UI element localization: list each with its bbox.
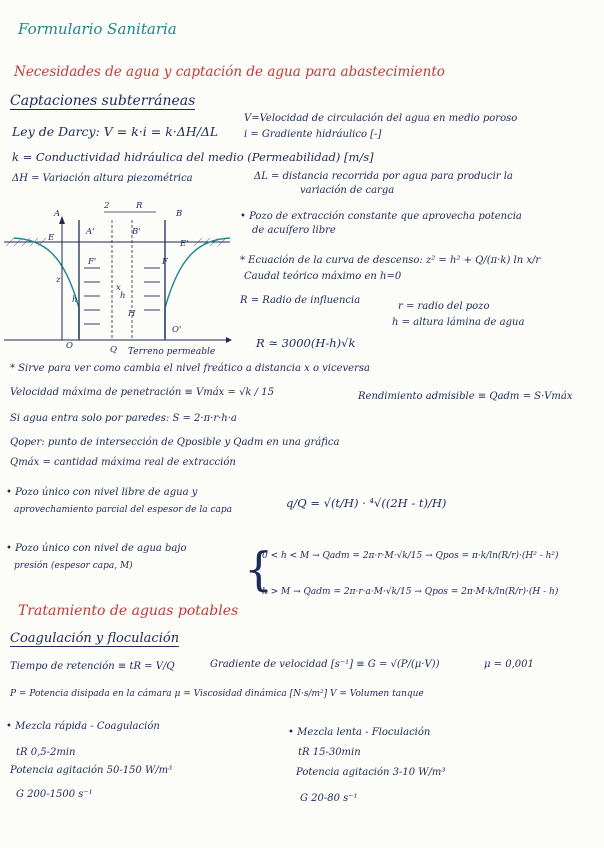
well-type-2: • Pozo único con nivel libre de agua y <box>6 487 198 498</box>
well-type-1b: de acuífero libre <box>252 225 336 236</box>
svg-text:O': O' <box>172 325 182 335</box>
power-definition: P = Potencia disipada en la cámara μ = Viscosidad dinámica [N·s/m²] V = Volumen tanque <box>10 689 424 699</box>
well-type-3b: presión (espesor capa, M) <box>14 561 133 571</box>
dh-definition: ΔH = Variación altura piezométrica <box>12 173 193 184</box>
drawdown-curve-left <box>14 238 79 338</box>
svg-text:E': E' <box>180 239 189 249</box>
well-type-3: • Pozo único con nivel de agua bajo <box>6 543 187 554</box>
svg-text:Q: Q <box>110 345 117 355</box>
water-height: h = altura lámina de agua <box>392 317 525 328</box>
dl-definition-2: variación de carga <box>300 185 395 196</box>
svg-text:O: O <box>66 341 73 351</box>
svg-text:R: R <box>136 201 143 211</box>
rapid-mix-power: Potencia agitación 50-150 W/m³ <box>10 765 173 776</box>
svg-text:x: x <box>116 283 121 293</box>
max-velocity: Velocidad máxima de penetración ≡ Vmáx = √k / 15 <box>10 387 274 398</box>
slow-mix-g: G 20-80 s⁻¹ <box>300 793 358 804</box>
brace: { <box>244 542 274 596</box>
drawdown-curve-right <box>165 238 230 338</box>
svg-text:h: h <box>120 291 126 301</box>
well-type-1: • Pozo de extracción constante que aprovecha potencia <box>240 211 522 222</box>
radius-formula: R ≃ 3000(H-h)√k <box>256 336 356 350</box>
drawdown-equation: * Ecuación de la curva de descenso: z² = h² + Q/(π·k) ln x/r <box>240 255 541 266</box>
subsection-heading: Captaciones subterráneas <box>10 93 196 109</box>
svg-text:E: E <box>48 233 55 243</box>
slow-mix-tr: tR 15-30min <box>298 747 361 758</box>
svg-text:F': F' <box>88 257 97 267</box>
note-sirve: * Sirve para ver como cambia el nivel freático a distancia x o viceversa <box>10 363 370 374</box>
well-radius: r = radio del pozo <box>398 301 490 312</box>
well-type-2b: aprovechamiento parcial del espesor de la capa <box>14 505 232 515</box>
svg-text:A': A' <box>86 227 95 237</box>
slow-mix-title: • Mezcla lenta - Floculación <box>288 727 431 738</box>
section2-subheading: Coagulación y floculación <box>10 631 180 646</box>
rapid-mix-tr: tR 0,5-2min <box>16 747 76 758</box>
velocity-definition: V=Velocidad de circulación del agua en medio poroso <box>244 113 518 124</box>
confined-case-2: h > M → Qadm = 2π·r·a·M·√k/15 → Qpos = 2π·M·k/ln(R/r)·(H - h) <box>262 587 559 597</box>
max-flow: Caudal teórico máximo en h=0 <box>244 271 402 282</box>
partial-formula: q/Q = √(t/H) · ⁴√((2H - t)/H) <box>286 496 447 510</box>
section-heading: Necesidades de agua y captación de agua para abastecimiento <box>14 64 445 80</box>
svg-text:H: H <box>128 309 136 319</box>
q-operation: Qoper: punto de intersección de Qposible y Qadm en una gráfica <box>10 437 340 448</box>
conductivity-definition: k = Conductividad hidráulica del medio (Permeabilidad) [m/s] <box>12 150 374 164</box>
admissible-yield: Rendimiento admisible ≡ Qadm = S·Vmáx <box>358 391 573 402</box>
dl-definition: ΔL = distancia recorrida por agua para producir la <box>254 171 513 182</box>
wall-area: Si agua entra solo por paredes: S = 2·π·r·h·a <box>10 413 237 424</box>
well-diagram <box>4 198 236 358</box>
svg-text:2: 2 <box>104 201 110 211</box>
viscosity-value: μ = 0,001 <box>484 659 534 670</box>
rapid-mix-title: • Mezcla rápida - Coagulación <box>6 721 160 732</box>
section2-heading: Tratamiento de aguas potables <box>18 603 239 619</box>
svg-text:h: h <box>72 295 78 305</box>
confined-case-1: 0 < h < M → Qadm = 2π·r·M·√k/15 → Qpos = π·k/ln(R/r)·(H² - h²) <box>262 551 559 561</box>
slow-mix-power: Potencia agitación 3-10 W/m³ <box>296 767 446 778</box>
svg-text:A: A <box>54 209 61 219</box>
radius-of-influence: R = Radio de influencia <box>240 295 361 306</box>
page-title: Formulario Sanitaria <box>18 20 177 38</box>
svg-text:F: F <box>162 257 168 267</box>
rapid-mix-g: G 200-1500 s⁻¹ <box>16 789 93 800</box>
gradient-definition: i = Gradiente hidráulico [-] <box>244 129 382 140</box>
svg-text:B: B <box>176 209 183 219</box>
retention-time: Tiempo de retención ≡ tR = V/Q <box>10 661 175 672</box>
darcy-law: Ley de Darcy: V = k·i = k·ΔH/ΔL <box>12 124 219 139</box>
q-max: Qmáx = cantidad máxima real de extracción <box>10 457 236 468</box>
terrain-label: Terreno permeable <box>128 347 216 357</box>
svg-text:B': B' <box>132 227 141 237</box>
svg-text:z: z <box>56 275 61 285</box>
velocity-gradient: Gradiente de velocidad [s⁻¹] ≡ G = √(P/(μ·V)) <box>210 659 440 670</box>
